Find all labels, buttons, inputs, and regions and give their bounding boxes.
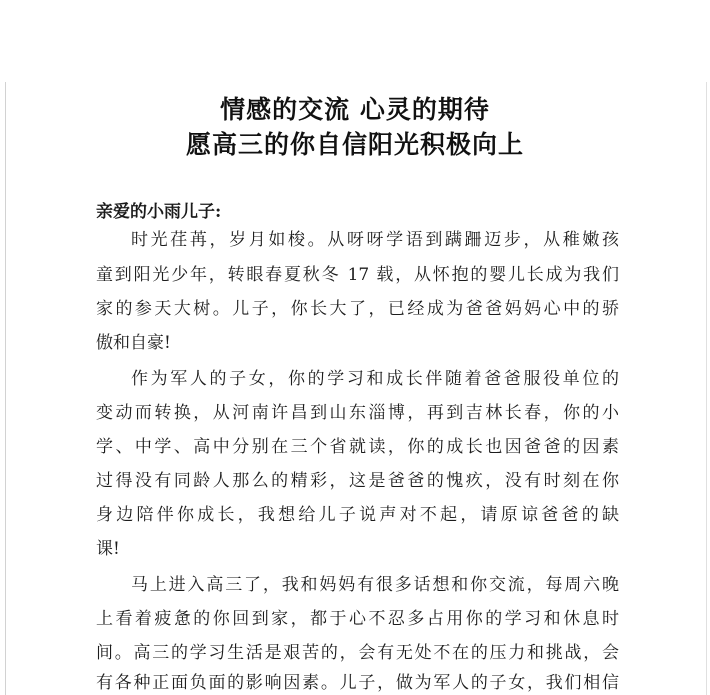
salutation: 亲爱的小雨儿子: [96, 202, 222, 222]
paragraph-2-line-4: 过得没有同龄人那么的精彩，这是爸爸的愧疚，没有时刻在你 [96, 471, 619, 491]
paragraph-2-line-1: 作为军人的子女，你的学习和成长伴随着爸爸服役单位的 [131, 369, 619, 389]
top-margin [0, 0, 710, 82]
paragraph-1-line-1: 时光荏苒，岁月如梭。从呀呀学语到蹒跚迈步，从稚嫩孩 [131, 230, 619, 250]
paragraph-1-line-4: 傲和自豪! [96, 333, 171, 353]
paragraph-3-line-3: 间。高三的学习生活是艰苦的，会有无处不在的压力和挑战，会 [96, 643, 619, 663]
title-line-1: 情感的交流 心灵的期待 [220, 95, 490, 124]
paragraph-1-line-2: 童到阳光少年，转眼春夏秋冬 17 载，从怀抱的婴儿长成为我们 [96, 265, 619, 285]
paragraph-2-line-3: 学、中学、高中分别在三个省就读，你的成长也因爸爸的因素 [96, 437, 619, 457]
paragraph-3-line-2: 上看着疲惫的你回到家，都于心不忍多占用你的学习和休息时 [96, 609, 619, 629]
page-left-edge [5, 82, 6, 695]
paragraph-2-line-6: 课! [96, 539, 120, 559]
paragraph-2-line-2: 变动而转换，从河南许昌到山东淄博，再到吉林长春，你的小 [96, 403, 619, 423]
page-right-edge [706, 82, 707, 695]
title-line-2: 愿高三的你自信阳光积极向上 [185, 130, 524, 159]
paragraph-3-line-1: 马上进入高三了，我和妈妈有很多话想和你交流，每周六晚 [131, 575, 619, 595]
paragraph-2-line-5: 身边陪伴你成长，我想给儿子说声对不起，请原谅爸爸的缺 [96, 505, 619, 525]
paragraph-3-line-4: 有各种正面负面的影响因素。儿子，做为军人的子女，我们相信 [96, 673, 619, 693]
paragraph-1-line-3: 家的参天大树。儿子，你长大了，已经成为爸爸妈妈心中的骄 [96, 299, 619, 319]
